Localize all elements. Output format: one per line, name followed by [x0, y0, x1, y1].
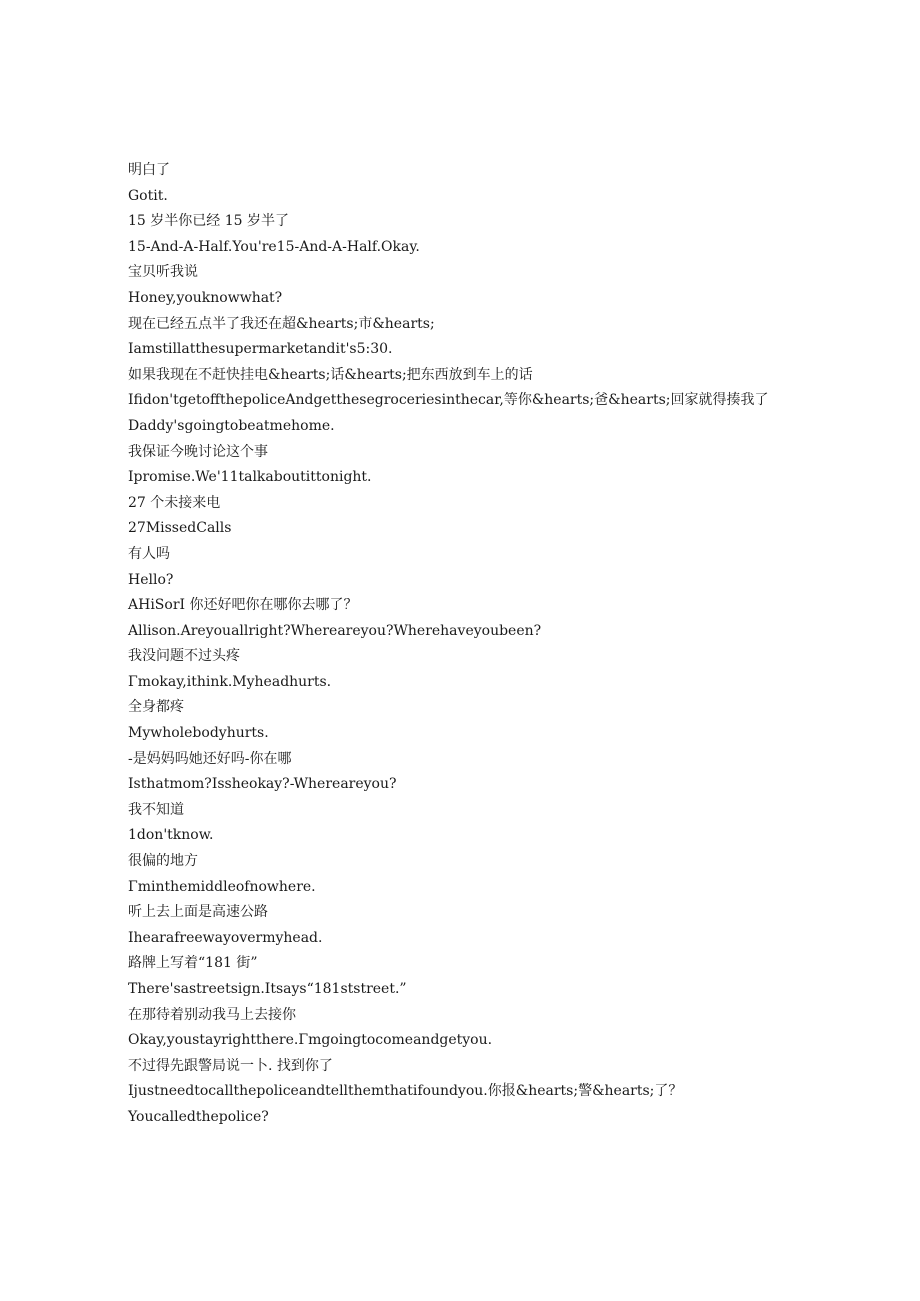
transcript-line: Okay,youstayrightthere.Γmgoingtocomeandgetyou. — [128, 1032, 493, 1049]
transcript-line: Honey,youknowwhat? — [128, 289, 283, 306]
transcript-line: 宝贝听我说 — [128, 264, 198, 281]
transcript-line: 全身都疼 — [128, 699, 184, 716]
transcript-line: 明白了 — [128, 162, 170, 178]
transcript-line: 如果我现在不赶快挂电&hearts;话&hearts;把东西放到车上的话 — [128, 366, 533, 383]
transcript-line: Ihearafreewayovermyhead. — [128, 929, 323, 946]
transcript-line: Daddy'sgoingtobeatmehome. — [128, 417, 335, 434]
transcript-line: 27 个未接来电 — [128, 494, 221, 511]
transcript-line: 15-And-A-Half.You're15-And-A-Half.Okay. — [128, 238, 420, 255]
transcript-line: 在那待着别动我马上去接你 — [128, 1006, 296, 1023]
transcript-line: 有人吗 — [128, 545, 170, 562]
transcript-line: Allison.Areyouallright?Whereareyou?Wherehaveyoubeen? — [128, 622, 542, 639]
transcript-line: -是妈妈吗她还好吗-你在哪 — [128, 750, 292, 767]
transcript-line: 我保证今晚讨论这个事 — [128, 443, 268, 460]
transcript-line: 听上去上面是高速公路 — [128, 904, 268, 921]
transcript-line: Γmokay,ithink.Myheadhurts. — [128, 673, 332, 690]
transcript-line: Gotit. — [128, 187, 168, 204]
transcript-line: 很偏的地方 — [128, 853, 198, 870]
transcript-lines — [128, 158, 888, 1131]
transcript-line: 现在已经五点半了我还在超&hearts;市&hearts; — [128, 315, 435, 332]
transcript-line: Mywholebodyhurts. — [128, 725, 269, 742]
transcript-line: AHiSorI 你还好吧你在哪你去哪了？ — [128, 597, 358, 614]
transcript-line: 不过得先跟警局说一卜. 找到你了 — [128, 1057, 333, 1074]
transcript-line: 路牌上写着“181 街” — [128, 955, 258, 972]
transcript-line: Youcalledthepolice? — [128, 1108, 269, 1125]
transcript-line: 我没问题不过头疼 — [128, 648, 240, 665]
transcript-line: 我不知道 — [128, 801, 184, 818]
transcript-line: Ipromise.We'11talkaboutittonight. — [128, 469, 372, 486]
transcript-line: Ifidon'tgetoffthepoliceAndgetthesegroceriesinthecar,等你&hearts;爸&hearts;回家就得揍我了 — [128, 392, 769, 409]
transcript-line: There'sastreetsign.Itsays“181ststreet.” — [128, 981, 407, 997]
transcript-line: Hello? — [128, 571, 174, 588]
transcript-line: Isthatmom?Issheokay?-Whereareyou? — [128, 776, 397, 793]
transcript-line: Ijustneedtocallthepoliceandtellthemthatifoundyou.你报&hearts;警&hearts;了？ — [128, 1083, 683, 1100]
transcript-line: 15 岁半你已经 15 岁半了 — [128, 213, 289, 230]
transcript-line: 27MissedCalls — [128, 520, 232, 537]
transcript-line: Iamstillatthesupermarketandit's5:30. — [128, 341, 393, 358]
transcript-line: 1don'tknow. — [128, 827, 214, 844]
transcript-line: Γminthemiddleofnowhere. — [128, 878, 316, 895]
